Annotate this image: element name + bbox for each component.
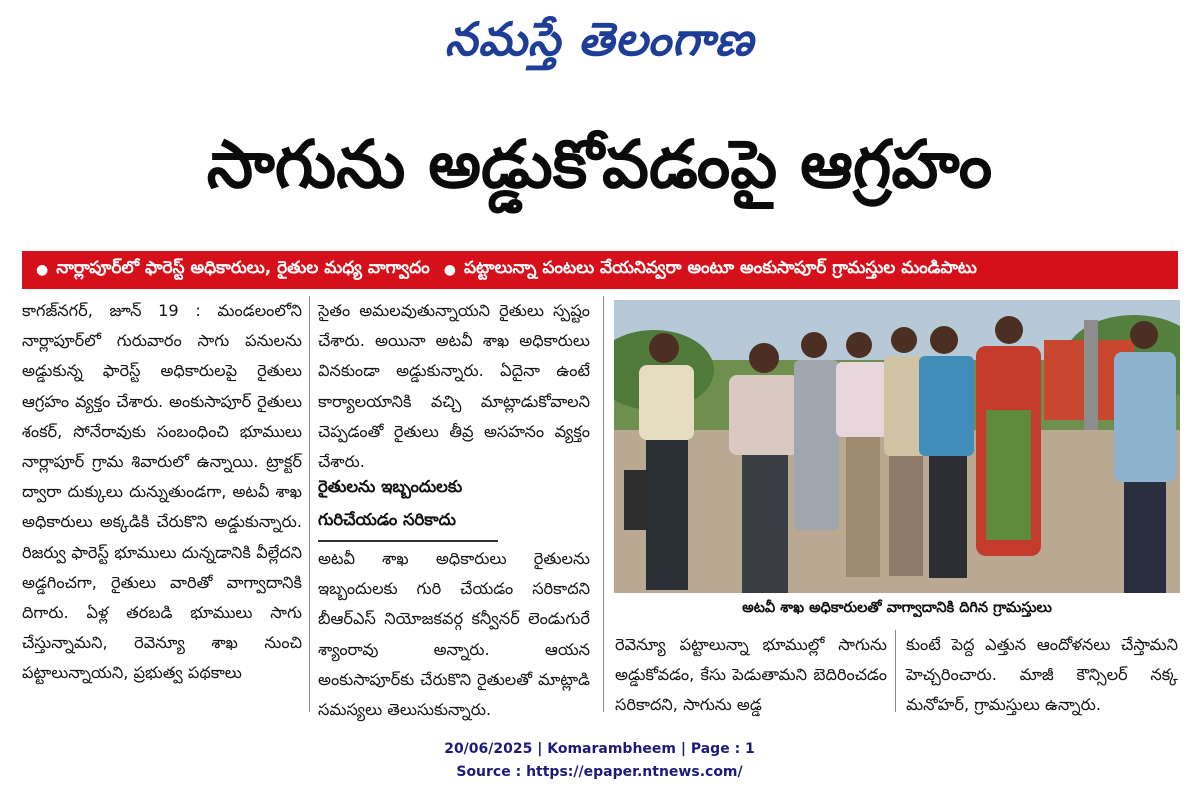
section-subhead: రైతులను ఇబ్బందులకు గురిచేయడం సరికాదు bbox=[318, 477, 463, 529]
article-text: అటవీ శాఖ అధికారులు రైతులను ఇబ్బందులకు గురి చేయడం సరికాదని బీఆర్ఎస్ నియోజకవర్గ కన్వీనర్ లెండుగురే శ్యాంరావు అన్నారు. ఆయన అంకుసాపూర్‌కు చేరుకొని రైతులతో మాట్లాడి సమస్యలు తెలుసుకున్నారు. bbox=[318, 549, 590, 720]
villagers-photo-illustration bbox=[614, 300, 1180, 593]
footer-source: Source : https://epaper.ntnews.com/ bbox=[456, 764, 743, 780]
article-text: కుంటే పెద్ద ఎత్తున ఆందోళనలు చేస్తామని హెచ్చరించారు. మాజీ కౌన్సిలర్ నక్క మనోహర్, గ్రామస్తులు ఉన్నారు. bbox=[906, 635, 1178, 715]
column-divider bbox=[309, 296, 310, 712]
masthead-logo: నమస్తే తెలంగాణ bbox=[444, 12, 755, 66]
article-column-1 bbox=[22, 296, 302, 689]
bullet-icon: ● bbox=[443, 262, 456, 278]
footer-date-edition: 20/06/2025 | Komarambheem | Page : 1 bbox=[444, 741, 755, 757]
article-column-4 bbox=[906, 630, 1178, 721]
article-text: రెవెన్యూ పట్టాలున్నా భూముల్లో సాగును అడ్డుకోవడం, కేసు పెడుతామని బెదిరించడం సరికాదని, సాగును అడ్డ bbox=[615, 635, 887, 715]
article-text: కాగజ్‌నగర్, జూన్ 19 : మండలంలోని నార్లాపూర్‌లో గురువారం సాగు పనులను అడ్డుకున్న ఫారెస్ట్ అధికారులపై రైతులు ఆగ్రహం వ్యక్తం చేశారు. అంకుసాపూర్ రైతులు శంకర్, సోనేరావుకు సంబంధించి భూములు నార్లాపూర్ గ్రామ శివారులో ఉన్నాయి. ట్రాక్టర్ ద్వారా దుక్కులు దున్నుతుండగా, అటవీ శాఖ అధికారులు అక్కడికి చేరుకొని అడ్డుకున్నారు. రిజర్వు ఫారెస్ట్ భూములు దున్నడానికి వీల్లేదని అడ్డగించగా, రైతులు వారితో వాగ్వాదానికి దిగారు. ఏళ్ల తరబడి భూములు సాగు చేస్తున్నామని, రెవెన్యూ శాఖ నుంచి పట్టాలున్నాయని, ప్రభుత్వ పథకాలు bbox=[22, 301, 302, 683]
article-column-2 bbox=[318, 296, 590, 477]
subheadline-2 bbox=[430, 258, 977, 282]
bullet-icon: ● bbox=[36, 262, 49, 278]
photo-caption: అటవీ శాఖ అధికారులతో వాగ్వాదానికి దిగిన గ్రామస్తులు bbox=[742, 600, 1052, 616]
headline: సాగును అడ్డుకోవడంపై ఆగ్రహం bbox=[206, 126, 993, 203]
subheadline-text: పట్టాలున్నా పంటలు వేయనివ్వరా అంటూ అంకుసాపూర్ గ్రామస్తుల మండిపాటు bbox=[463, 258, 977, 278]
subheadline-1 bbox=[22, 258, 430, 282]
subhead-underline bbox=[318, 540, 498, 542]
column-divider bbox=[895, 630, 896, 712]
footer bbox=[0, 738, 1199, 784]
column-divider bbox=[603, 296, 604, 712]
article-text: సైతం అమలవుతున్నాయని రైతులు స్పష్టం చేశారు. అయినా అటవీ శాఖ అధికారులు వినకుండా అడ్డుకున్నారు. ఏదైనా ఉంటే కార్యాలయానికి వచ్చి మాట్లాడుకోవాలని చెప్పడంతో రైతులు తీవ్ర అసహనం వ్యక్తం చేశారు. bbox=[318, 301, 590, 472]
article-column-3 bbox=[615, 630, 887, 721]
subheadline-bar bbox=[22, 251, 1178, 289]
masthead bbox=[0, 6, 1199, 72]
article-column-2b bbox=[318, 544, 590, 725]
subheadline-text: నార్లాపూర్‌లో ఫారెస్ట్ అధికారులు, రైతుల మధ్య వాగ్వాదం bbox=[56, 258, 430, 278]
news-photo bbox=[614, 300, 1180, 593]
